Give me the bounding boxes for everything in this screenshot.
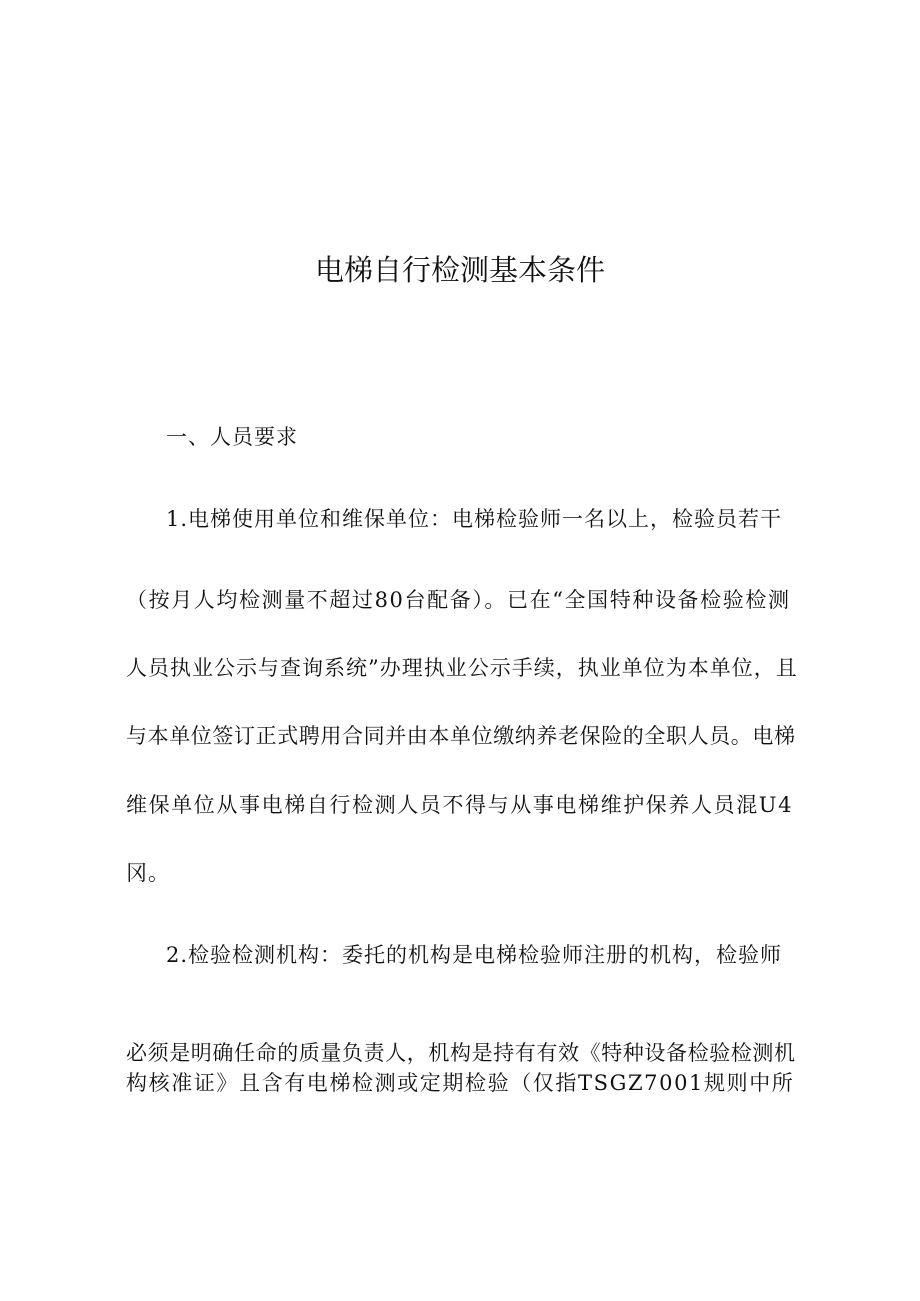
item2-line2: 必须是明确任命的质量负责人，机构是持有有效《特种设备检验检测机 bbox=[126, 1041, 796, 1065]
item2-line1: 2.检验检测机构：委托的机构是电梯检验师注册的机构，检验师 bbox=[166, 943, 783, 967]
item1-line3: 人员执业公示与查询系统”办理执业公示手续，执业单位为本单位，且 bbox=[126, 656, 798, 680]
item1-line5: 维保单位从事电梯自行检测人员不得与从事电梯维护保养人员混U4 bbox=[126, 793, 794, 817]
document-title: 电梯自行检测基本条件 bbox=[314, 253, 605, 287]
item1-line2: （按月人均检测量不超过80台配备）。已在“全国特种设备检验检测 bbox=[126, 588, 791, 612]
item2-line3: 构核准证》且含有电梯检测或定期检验（仅指TSGZ7001规则中所 bbox=[126, 1071, 795, 1095]
item1-line4: 与本单位签订正式聘用合同并由本单位缴纳养老保险的全职人员。电梯 bbox=[126, 724, 796, 748]
item1-line1: 1.电梯使用单位和维保单位：电梯检验师一名以上，检验员若干 bbox=[166, 507, 783, 531]
section-heading: 一、人员要求 bbox=[166, 425, 298, 449]
item1-line6: 冈。 bbox=[126, 861, 170, 885]
